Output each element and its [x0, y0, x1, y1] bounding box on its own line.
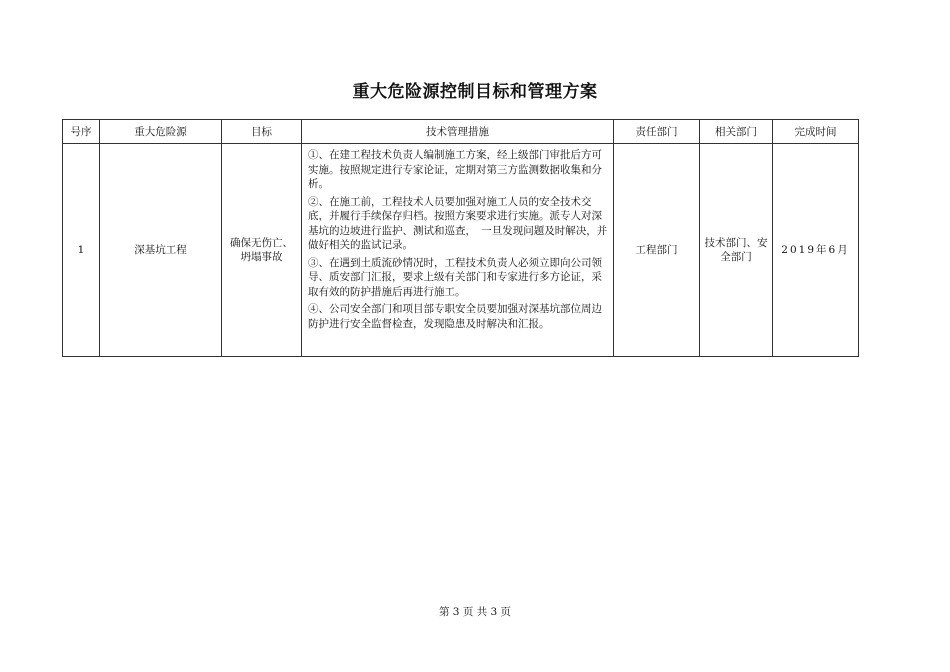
- responsible-value: 工程部门: [635, 244, 678, 256]
- hazard-value: 深基坑工程: [134, 244, 187, 256]
- cell-responsible: [614, 144, 700, 357]
- cell-completion: [773, 144, 859, 357]
- header-target: 目标: [222, 120, 302, 144]
- target-value: 确保无伤亡、坍塌事故: [230, 237, 293, 263]
- header-measures: 技术管理措施: [302, 120, 614, 144]
- page-footer: 第 3 页 共 3 页: [438, 606, 512, 618]
- related-value: 技术部门、安全部门: [704, 237, 768, 263]
- cell-seq: [63, 144, 100, 357]
- header-row: [63, 120, 859, 144]
- header-seq: 号序: [63, 120, 100, 144]
- measure-item-1: ①、在建工程技术负责人编制施工方案，经上级部门审批后方可实施。按照规定进行专家论证，定期对第三方监测数据收集和分析。: [308, 149, 602, 190]
- cell-target: [222, 144, 302, 357]
- hazard-control-table: [62, 119, 859, 357]
- table-row: [63, 144, 859, 357]
- header-responsible: 责任部门: [614, 120, 700, 144]
- table-header: [63, 120, 859, 144]
- header-hazard: 重大危险源: [100, 120, 222, 144]
- cell-hazard: [100, 144, 222, 357]
- table-body: [63, 144, 859, 357]
- completion-value: 2019年6月: [781, 244, 850, 256]
- measure-item-3: ③、在遇到土质流砂情况时，工程技术负责人必须立即向公司领导、质安部门汇报，要求上级有关部门和专家进行多方论证，采取有效的防护措施后再进行施工。: [308, 256, 602, 298]
- header-completion: 完成时间: [773, 120, 859, 144]
- cell-related: [700, 144, 773, 357]
- measure-item-4: ④、公司安全部门和项目部专职安全员要加强对深基坑部位周边防护进行安全监督检查，发现隐患及时解决和汇报。: [308, 303, 602, 330]
- document-title: 重大危险源控制目标和管理方案: [352, 82, 598, 102]
- header-related: 相关部门: [700, 120, 773, 144]
- seq-value: 1: [77, 244, 85, 256]
- measure-item-2: ②、在施工前，工程技术人员要加强对施工人员的安全技术交底，并履行手续保存归档。按照方案要求进行实施。派专人对深基坑的边坡进行监护、测试和巡查， 一旦发现问题及时解决，并做好相关的监试记录。: [308, 195, 608, 251]
- cell-measures: [302, 144, 614, 357]
